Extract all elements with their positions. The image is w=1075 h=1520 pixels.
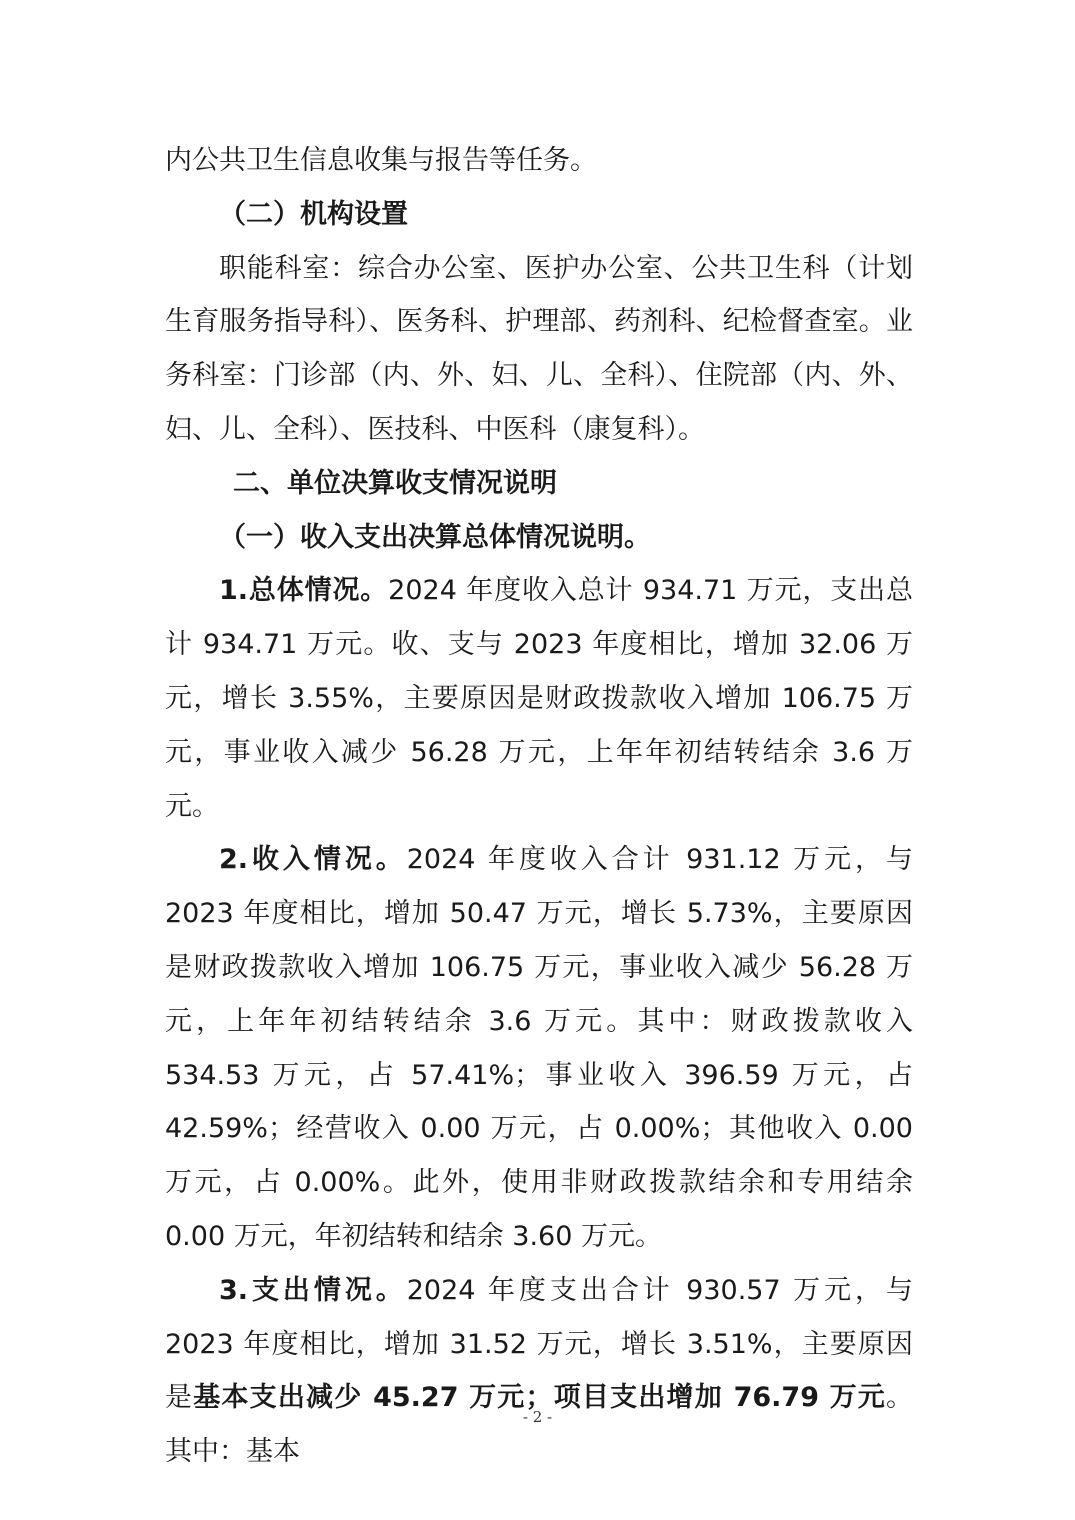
paragraph-expenditure	[165, 1264, 913, 1479]
page-number: - 2 -	[522, 1408, 553, 1426]
paragraph-text: 2024 年度收入总计 934.71 万元，支出总计 934.71 万元。收、支与 2023 年度相比，增加 32.06 万元，增长 3.55%，主要原因是财政拨款收入增加 106.75 万元，事业收入减少 56.28 万元，上年年初结转结余 3.6 万元。	[165, 575, 914, 822]
paragraph-lead: 2.收入情况。	[219, 844, 407, 876]
paragraph-overall	[165, 564, 913, 833]
paragraph-income	[165, 833, 913, 1263]
paragraph-lead: 3.支出情况。	[219, 1274, 407, 1306]
paragraph-text: 2024 年度支出合计 930.57 万元，与 2023 年度相比，增加 31.52 万元，增长 3.51%，主要原因是	[165, 1274, 913, 1414]
section-heading-budget: 二、单位决算收支情况说明	[233, 467, 557, 499]
paragraph-lead: 1.总体情况。	[219, 575, 389, 607]
paragraph-text: 。其中：基本	[165, 1382, 914, 1468]
paragraph-departments: 职能科室：综合办公室、医护办公室、公共卫生科（计划生育服务指导科）、医务科、护理部、药剂科、纪检督查室。业务科室：门诊部（内、外、妇、儿、全科）、住院部（内、外、妇、儿、全科）、医技科、中医科（康复科）。	[165, 252, 913, 445]
paragraph-text: 2024 年度收入合计 931.12 万元，与 2023 年度相比，增加 50.47 万元，增长 5.73%，主要原因是财政拨款收入增加 106.75 万元，事业收入减少 56.28 万元，上年年初结转结余 3.6 万元。其中：财政拨款收入 534.53 万元，占 57.41%；事业收入 396.59 万元，占 42.59%；经营收入 0.00 万元，占 0.00%；其他收入 0.00 万元，占 0.00%。此外，使用非财政拨款结余和专用结余 0.00 万元，年初结转和结余 3.60 万元。	[165, 844, 913, 1252]
subsection-heading-overview: （一）收入支出决算总体情况说明。	[219, 521, 651, 553]
paragraph-bold-text: 基本支出减少 45.27 万元；项目支出增加 76.79 万元	[193, 1382, 887, 1414]
paragraph-continuation: 内公共卫生信息收集与报告等任务。	[165, 145, 597, 176]
body-text	[165, 134, 913, 1479]
section-heading-organization: （二）机构设置	[219, 198, 408, 230]
